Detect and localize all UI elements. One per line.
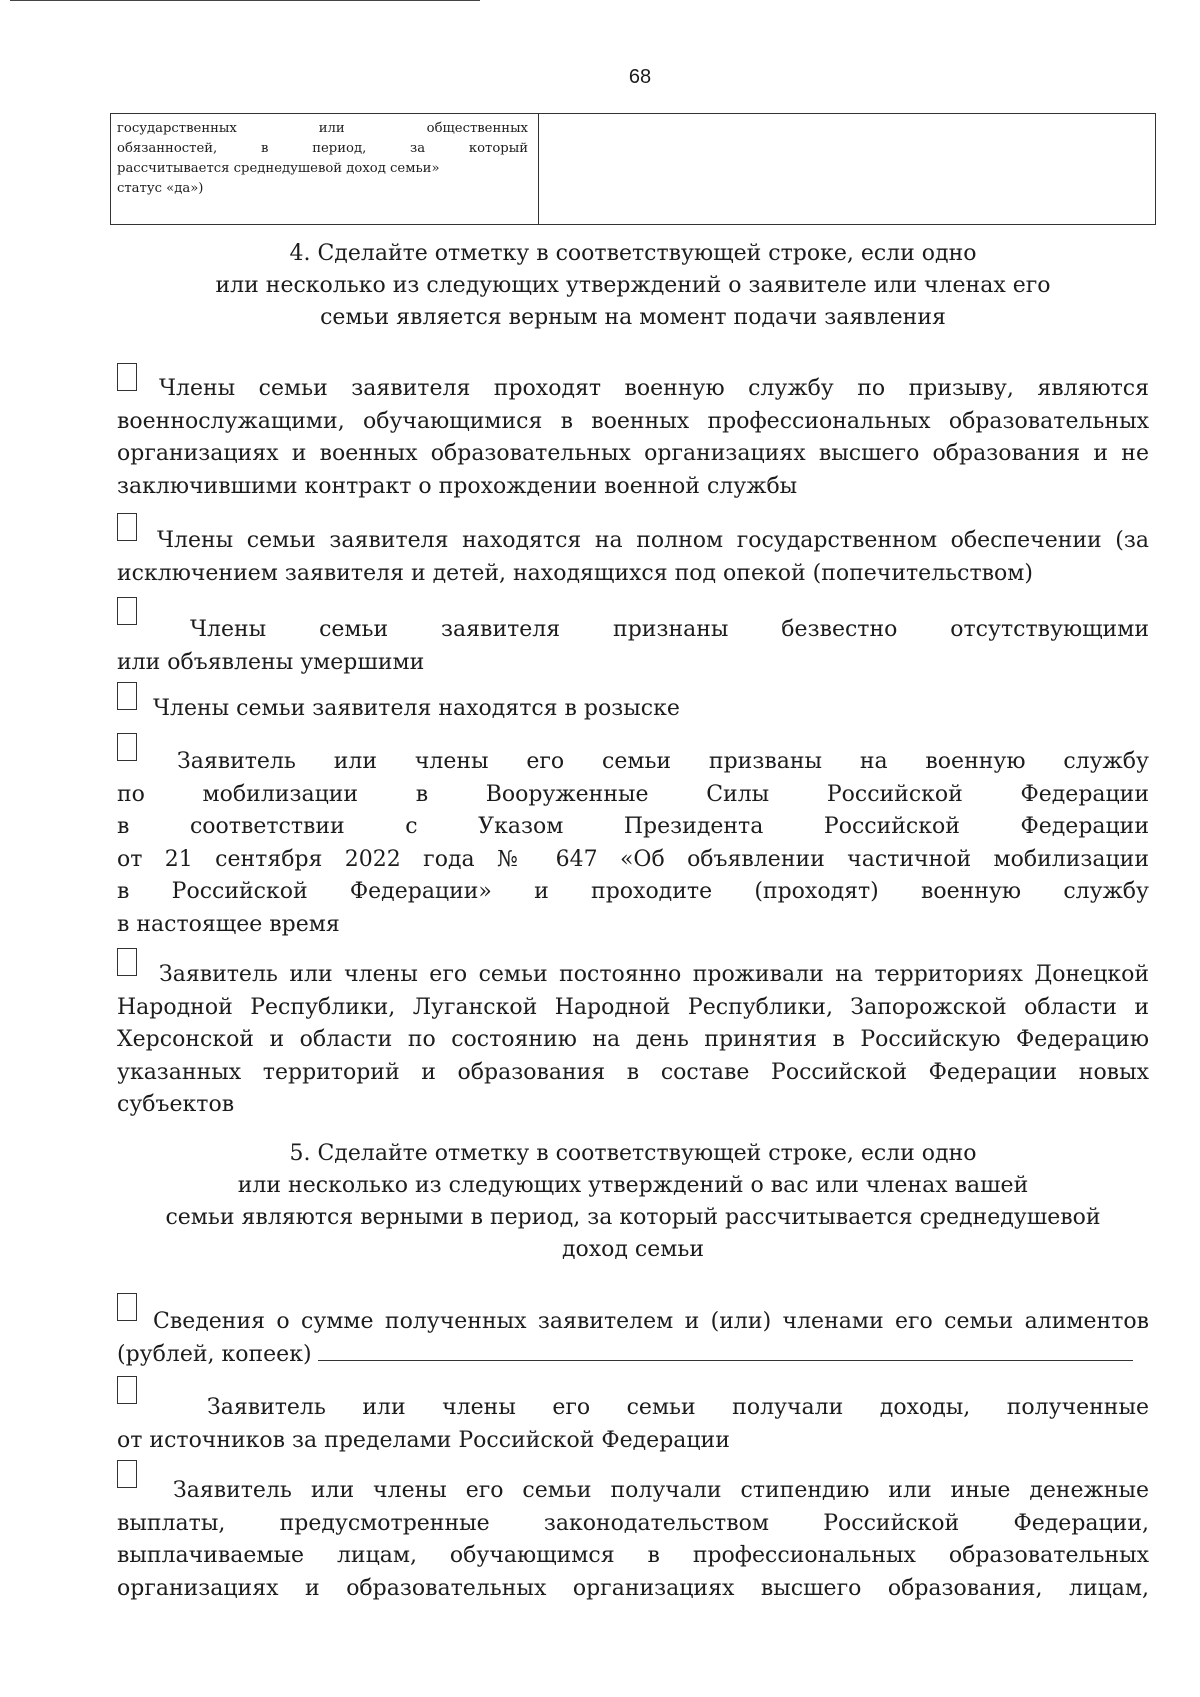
page-number: 68 (628, 66, 652, 88)
heading-line: 4. Сделайте отметку в соответствующей строке, если одно (289, 241, 977, 266)
table-cell-value[interactable] (539, 114, 1155, 224)
heading-line: 5. Сделайте отметку в соответствующей строке, если одно (289, 1141, 977, 1166)
option-line: субъектов (117, 1092, 235, 1117)
table-cell-line: государственных или общественных (117, 121, 528, 136)
option-line: Члены семьи заявителя признаны безвестно отсутствующими (190, 617, 1149, 642)
option-missing-declared (117, 614, 1149, 679)
option-line: Народной Республики, Луганской Народной Республики, Запорожской области и (117, 994, 1149, 1020)
heading-line: или несколько из следующих утверждений о заявителе или членах его (215, 273, 1051, 298)
option-line: по мобилизации в Вооруженные Силы Российской Федерации (117, 781, 1149, 807)
option-line: или объявлены умершими (117, 649, 425, 675)
option-military-service (117, 373, 1149, 503)
option-line: в Российской Федерации» и проходите (проходят) военную службу (117, 879, 1149, 904)
option-line: организациях и образовательных организациях высшего образования, лицам, (117, 1575, 1149, 1601)
continuation-table (110, 113, 1156, 225)
option-line: военнослужащими, обучающимися в военных профессиональных образовательных (117, 408, 1149, 434)
option-line: Члены семьи заявителя находятся на полном государственном обеспечении (за (157, 528, 1149, 553)
option-line: выплаты, предусмотренные законодательством Российской Федерации, (117, 1510, 1149, 1536)
table-cell-line: рассчитывается среднедушевой доход семьи» (117, 161, 440, 176)
option-foreign-income (117, 1392, 1149, 1457)
table-cell-line: статус «да») (117, 181, 204, 196)
option-line: от 21 сентября 2022 года № 647 «Об объявлении частичной мобилизации (117, 846, 1149, 872)
option-line: Члены семьи заявителя находятся в розыске (153, 696, 680, 721)
option-line: в настоящее время (117, 911, 340, 937)
heading-line: семьи является верным на момент подачи заявления (320, 305, 946, 330)
option-line: организациях и военных образовательных организациях высшего образования и не (117, 441, 1149, 466)
option-line: Заявитель или члены его семьи получали доходы, полученные (207, 1395, 1149, 1420)
option-line: от источников за пределами Российской Федерации (117, 1427, 730, 1453)
option-wanted (117, 693, 1149, 726)
option-state-support (117, 525, 1149, 590)
heading-line: доход семьи (561, 1237, 705, 1262)
option-line: в соответствии с Указом Президента Российской Федерации (117, 814, 1149, 839)
option-line: Херсонской и области по состоянию на день принятия в Российскую Федерацию (117, 1027, 1149, 1052)
option-line: выплачиваемые лицам, обучающимся в профессиональных образовательных (117, 1543, 1149, 1568)
option-line: (рублей, копеек) (117, 1341, 312, 1367)
heading-line: семьи являются верными в период, за который рассчитывается среднедушевой (165, 1205, 1101, 1230)
option-line: Заявитель или члены его семьи призваны на военную службу (177, 749, 1149, 774)
option-line: Заявитель или члены его семьи постоянно проживали на территориях Донецкой (159, 962, 1149, 987)
section-5-heading (110, 1138, 1156, 1266)
option-scholarship (117, 1475, 1149, 1605)
option-line: заключившими контракт о прохождении военной службы (117, 473, 798, 499)
option-line: Сведения о сумме полученных заявителем и (или) членами его семьи алиментов (153, 1309, 1149, 1334)
option-alimony (117, 1306, 1149, 1371)
option-line: исключением заявителя и детей, находящихся под опекой (попечительством) (117, 560, 1033, 586)
option-mobilization (117, 746, 1149, 941)
table-cell-line: обязанностей, в период, за который (117, 141, 528, 156)
table-cell-label (111, 114, 539, 224)
option-line: указанных территорий и образования в составе Российской Федерации новых (117, 1059, 1149, 1085)
option-line: Члены семьи заявителя проходят военную службу по призыву, являются (159, 376, 1149, 401)
option-new-territories (117, 959, 1149, 1122)
heading-line: или несколько из следующих утверждений о вас или членах вашей (237, 1173, 1029, 1198)
top-rule (10, 0, 480, 1)
section-4-heading (110, 238, 1156, 334)
option-line: Заявитель или члены его семьи получали стипендию или иные денежные (173, 1478, 1149, 1503)
alimony-amount-field[interactable] (318, 1340, 1133, 1361)
